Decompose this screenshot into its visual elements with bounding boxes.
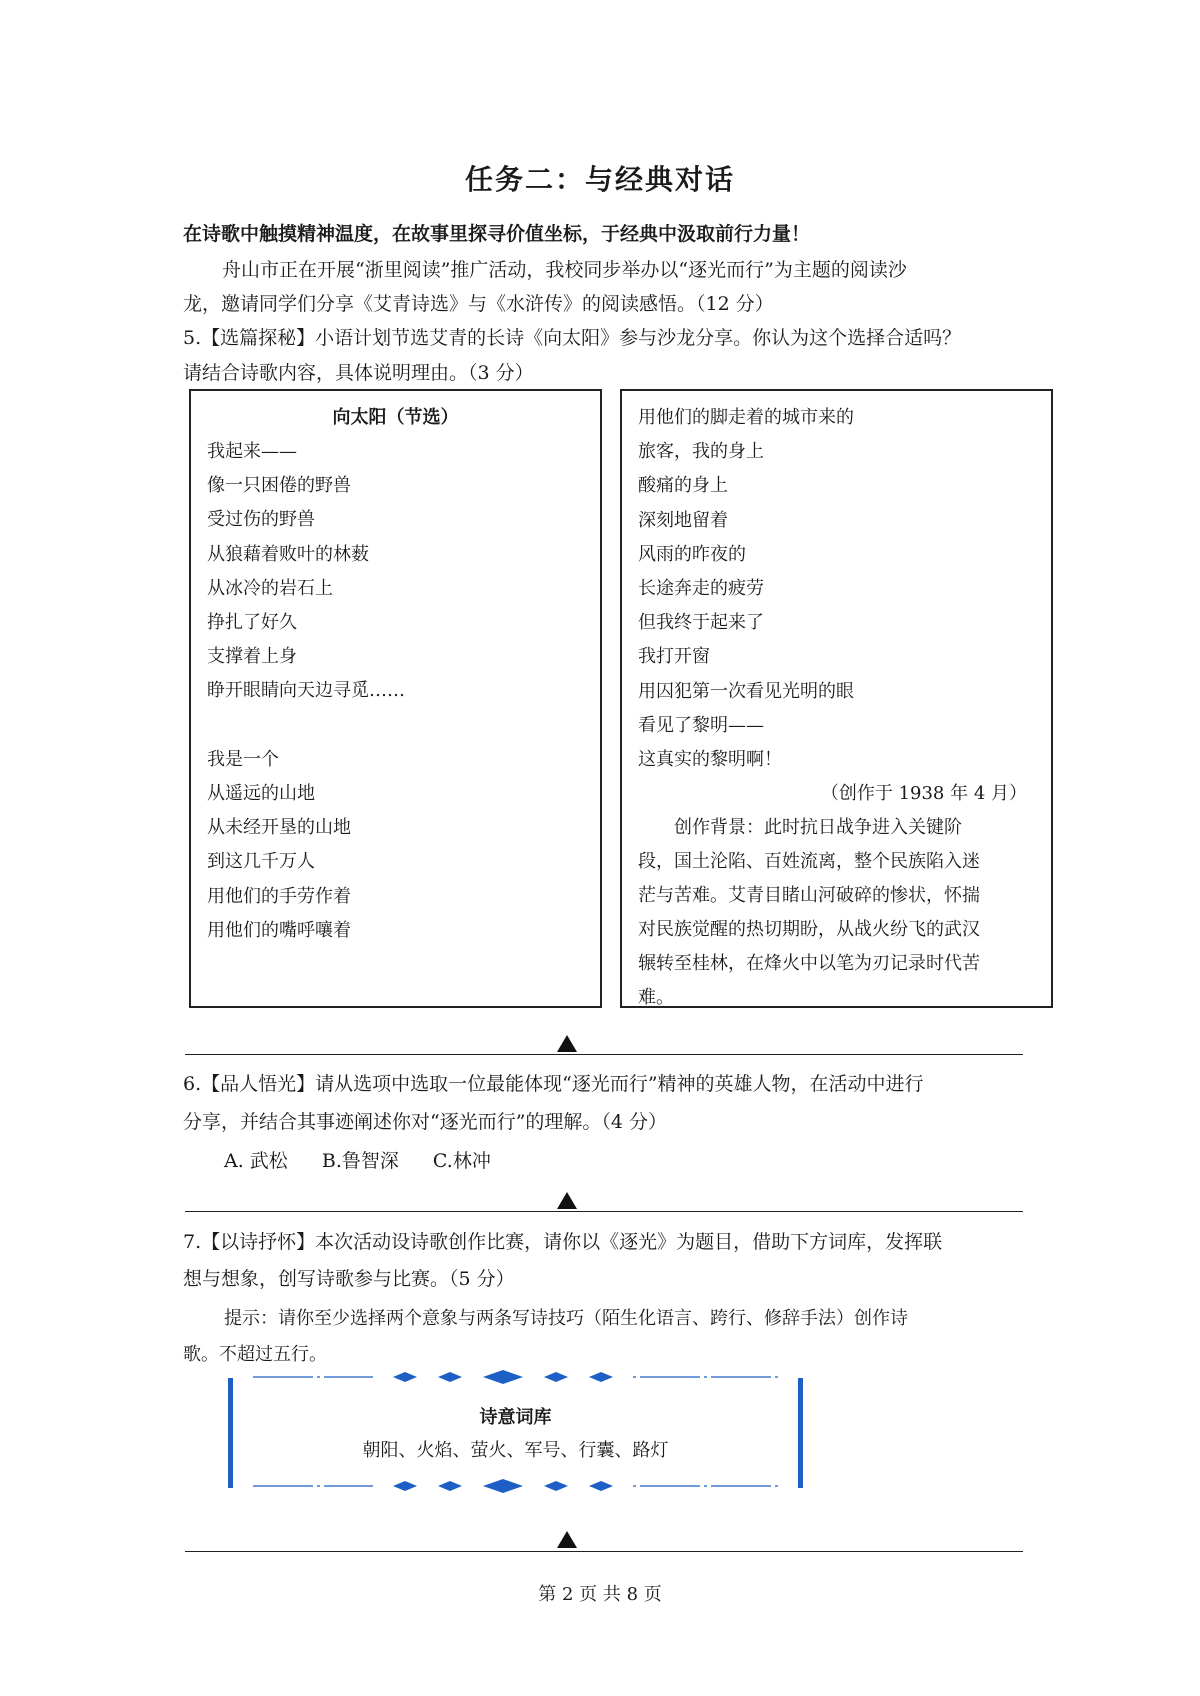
poem-line: 像一只困倦的野兽 [207, 475, 351, 497]
section-title: 任务二：与经典对话 [464, 163, 735, 196]
option-c: C.林冲 [432, 1150, 491, 1172]
poem-line: 用他们的嘴呼嚷着 [207, 919, 351, 941]
poem-line: 旅客，我的身上 [638, 441, 764, 463]
poem-line: 从狼藉着败叶的林薮 [207, 543, 369, 565]
intro-paragraph-line2: 龙，邀请同学们分享《艾青诗选》与《水浒传》的阅读感悟。（12 分） [183, 293, 774, 315]
poem-line: 我是一个 [207, 748, 279, 770]
poem-line: 从遥远的山地 [207, 783, 315, 805]
poem-line: 深刻地留着 [638, 509, 728, 531]
q7-prompt-line2: 想与想象，创写诗歌参与比赛。（5 分） [183, 1268, 515, 1290]
poem-line: 用他们的脚走着的城市来的 [638, 407, 854, 428]
poem-right-lines [622, 401, 1051, 777]
poem-line: 用囚犯第一次看见光明的眼 [638, 680, 854, 702]
poem-line: 我打开窗 [638, 646, 710, 668]
poem-line: 从未经开垦的山地 [207, 817, 351, 839]
poem-line: 受过伤的野兽 [207, 509, 315, 531]
poem-line: 这真实的黎明啊！ [638, 749, 782, 771]
poem-title: 向太阳（节选） [332, 407, 459, 428]
wordbank-words: 朝阳、火焰、萤火、军号、行囊、路灯 [362, 1440, 669, 1461]
poem-box-left [189, 389, 602, 1008]
q5-prompt-line2: 请结合诗歌内容，具体说明理由。（3 分） [183, 362, 534, 384]
poem-line: 到这几千万人 [207, 851, 315, 873]
triangle-marker-2 [557, 1192, 577, 1209]
page-footer: 第 2 页 共 8 页 [538, 1584, 662, 1605]
intro-headline: 在诗歌中触摸精神温度，在故事里探寻价值坐标，于经典中汲取前行力量！ [183, 223, 811, 245]
option-a: A. 武松 [224, 1150, 288, 1172]
q6-options [224, 1143, 519, 1179]
poem-line: 睁开眼睛向天边寻觅…… [207, 680, 405, 702]
option-b: B.鲁智深 [321, 1150, 399, 1172]
q7-hint-line2: 歌。不超过五行。 [183, 1344, 327, 1365]
poem-line: 风雨的昨夜的 [638, 543, 746, 565]
poem-line: 但我终于起来了 [638, 612, 764, 634]
wordbank-bracket-right [798, 1378, 803, 1488]
background-note [622, 811, 1051, 1015]
background-line: 辗转至桂林，在烽火中以笔为刃记录时代苦 [638, 953, 980, 975]
poem-line: 看见了黎明—— [638, 714, 764, 736]
q7-prompt-line1: 7.【以诗抒怀】本次活动设诗歌创作比赛，请你以《逐光》为题目，借助下方词库，发挥联 [183, 1231, 943, 1253]
wordbank-bracket-left [228, 1378, 233, 1488]
poem-line: 用他们的手劳作着 [207, 885, 351, 907]
poem-line: 我起来—— [207, 441, 297, 462]
background-line: 创作背景：此时抗日战争进入关键阶 [638, 817, 962, 839]
wordbank-title: 诗意词库 [479, 1407, 552, 1428]
answer-line-q5 [185, 1054, 1023, 1055]
background-line: 难。 [638, 987, 674, 1009]
background-line: 茫与苦难。艾青目睹山河破碎的惨状，怀揣 [638, 885, 980, 907]
q7-hint-line1: 提示：请你至少选择两个意象与两条写诗技巧（陌生化语言、跨行、修辞手法）创作诗 [224, 1308, 908, 1329]
q6-prompt-line2: 分享，并结合其事迹阐述你对“逐光而行”的理解。（4 分） [183, 1111, 668, 1133]
poem-line: 挣扎了好久 [207, 612, 297, 634]
poem-box-right [620, 389, 1053, 1008]
q6-prompt-line1: 6.【品人悟光】请从选项中选取一位最能体现“逐光而行”精神的英雄人物，在活动中进行 [183, 1073, 924, 1095]
triangle-marker-1 [557, 1035, 577, 1052]
intro-paragraph-line1: 舟山市正在开展“浙里阅读”推广活动，我校同步举办以“逐光而行”为主题的阅读沙 [222, 259, 907, 281]
wordbank-frame [228, 1366, 803, 1498]
poem-line [207, 709, 600, 743]
background-line: 对民族觉醒的热切期盼，从战火纷飞的武汉 [638, 919, 980, 941]
background-line: 段，国土沦陷、百姓流离，整个民族陷入迷 [638, 851, 980, 873]
poem-line: 长途奔走的疲劳 [638, 578, 764, 600]
poem-line: 酸痛的身上 [638, 475, 728, 497]
q5-prompt-line1: 5.【选篇探秘】小语计划节选艾青的长诗《向太阳》参与沙龙分享。你认为这个选择合适吗？ [183, 327, 962, 349]
answer-line-q6 [185, 1211, 1023, 1212]
poem-line: 支撑着上身 [207, 646, 297, 668]
wordbank-bottom-ornament [253, 1479, 778, 1493]
answer-line-q7 [185, 1551, 1023, 1552]
wordbank-top-ornament [253, 1370, 778, 1384]
triangle-marker-3 [557, 1531, 577, 1548]
poem-line: 从冰冷的岩石上 [207, 577, 333, 599]
poem-left-lines [191, 435, 600, 948]
date-note: （创作于 1938 年 4 月） [820, 783, 1027, 805]
